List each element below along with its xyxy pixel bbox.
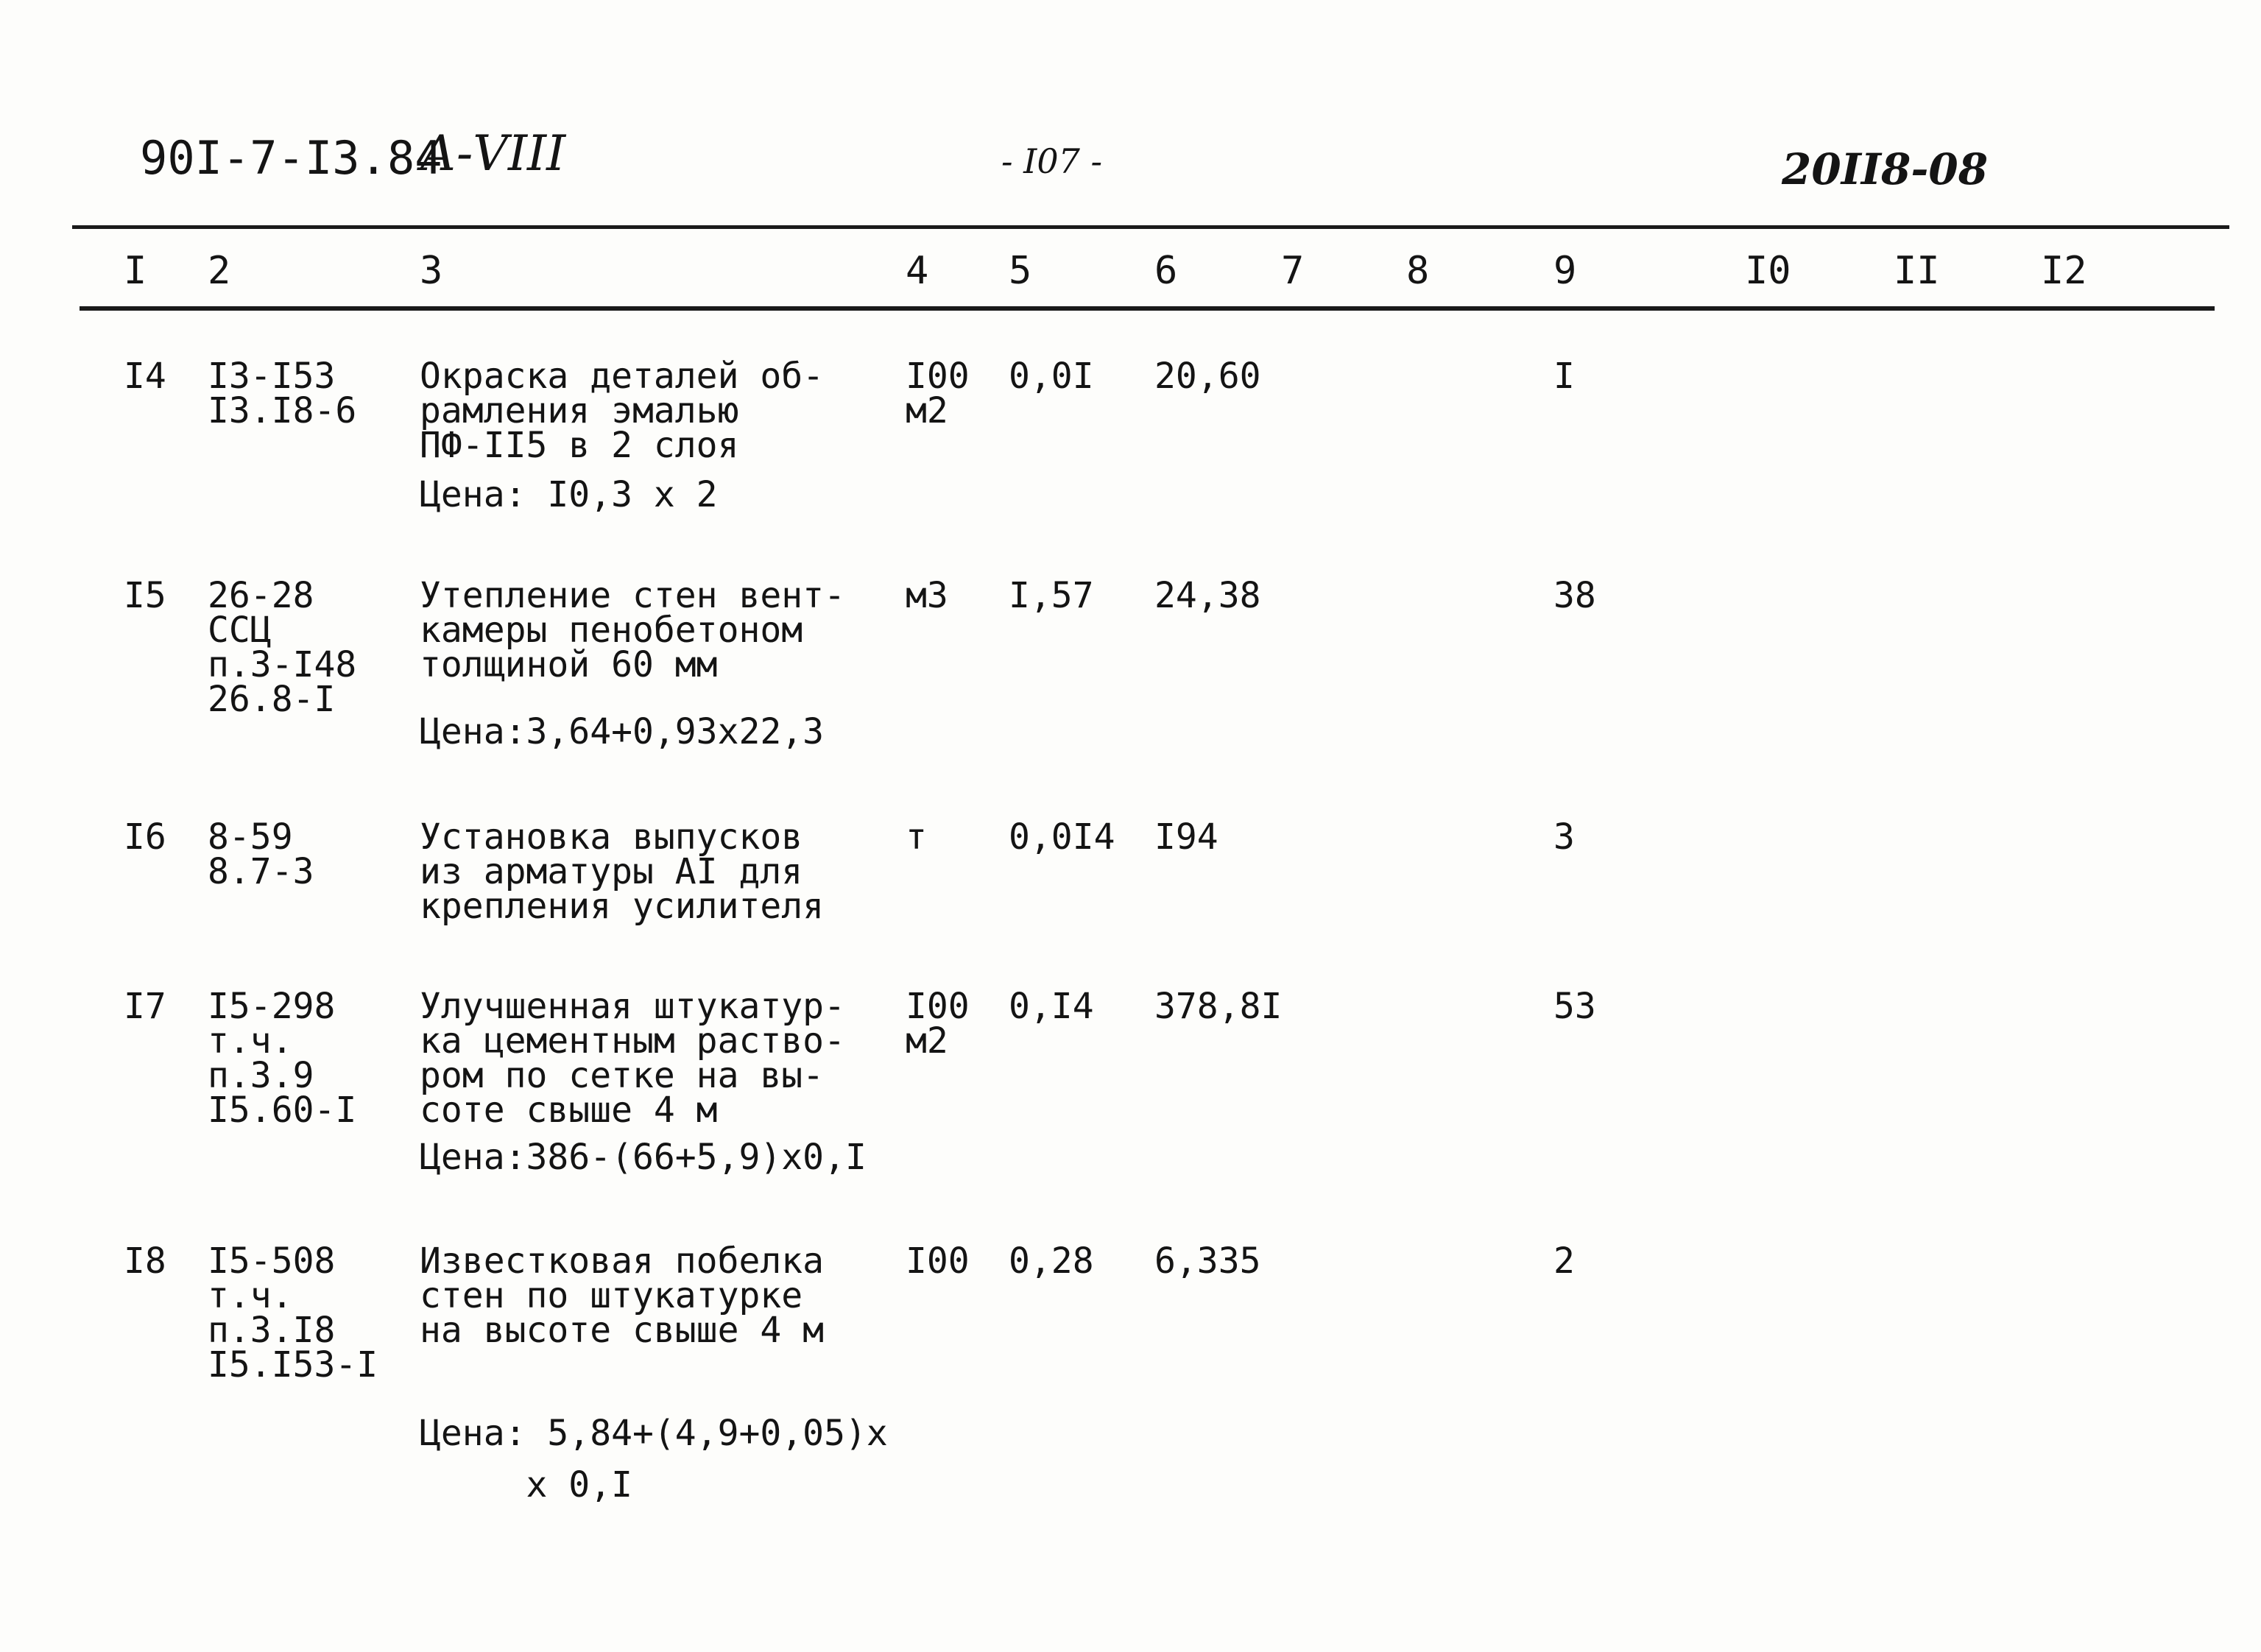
quantity: 0,I4 — [1009, 986, 1094, 1027]
work-description: Известковая побелка стен по штукатурке на высоте свыше 4 м — [420, 1240, 825, 1351]
price-formula: Цена:386-(66+5,9)х0,I — [420, 1137, 867, 1178]
row-number: I6 — [124, 816, 166, 858]
norm-code: 26-28 ССЦ п.3-I48 26.8-I — [208, 575, 357, 720]
quantity: 0,0I — [1009, 356, 1094, 397]
column-number: 3 — [420, 249, 443, 293]
column-header-rule — [80, 306, 2215, 311]
column-number: I0 — [1745, 249, 1791, 293]
price-formula: Цена: I0,3 х 2 — [420, 474, 718, 515]
row-number: I8 — [124, 1240, 166, 1282]
price-formula: Цена:3,64+0,93х22,3 — [420, 711, 825, 752]
column-number: I — [124, 249, 147, 293]
work-description: Окраска деталей об- рамления эмалью ПФ-II5 в 2 слоя — [420, 356, 825, 466]
unit: I00 м2 — [906, 356, 970, 431]
unit: I00 м2 — [906, 986, 970, 1062]
unit: I00 — [906, 1240, 970, 1282]
column-9-value: I — [1553, 356, 1575, 397]
column-number: 8 — [1406, 249, 1430, 293]
quantity: 0,28 — [1009, 1240, 1094, 1282]
unit-price: I94 — [1154, 816, 1218, 858]
page-number: - I07 - — [1001, 141, 1103, 181]
price-formula: Цена: 5,84+(4,9+0,05)х х 0,I — [420, 1413, 888, 1505]
column-number: II — [1894, 249, 1940, 293]
norm-code: I5-298 т.ч. п.3.9 I5.60-I — [208, 986, 357, 1131]
row-number: I5 — [124, 575, 166, 616]
work-description: Улучшенная штукатур- ка цементным раство- ром по сетке на вы- соте свыше 4 м — [420, 986, 845, 1131]
work-description: Установка выпусков из арматуры АI для крепления усилителя — [420, 816, 825, 927]
column-number: 7 — [1281, 249, 1305, 293]
column-9-value: 38 — [1553, 575, 1596, 616]
work-description: Утепление стен вент- камеры пенобетоном толщиной 60 мм — [420, 575, 845, 685]
column-9-value: 53 — [1553, 986, 1596, 1027]
norm-code: I5-508 т.ч. п.3.I8 I5.I53-I — [208, 1240, 378, 1386]
column-number: 4 — [906, 249, 929, 293]
column-number: 6 — [1154, 249, 1178, 293]
column-number: I2 — [2041, 249, 2087, 293]
quantity: 0,0I4 — [1009, 816, 1115, 858]
norm-code: 8-59 8.7-3 — [208, 816, 314, 892]
unit: м3 — [906, 575, 948, 616]
sheet-stamp: 20II8-08 — [1782, 144, 1989, 194]
unit-price: 24,38 — [1154, 575, 1261, 616]
column-9-value: 3 — [1553, 816, 1575, 858]
column-9-value: 2 — [1553, 1240, 1575, 1282]
row-number: I4 — [124, 356, 166, 397]
unit-price: 20,60 — [1154, 356, 1261, 397]
document-code: 90I-7-I3.84 — [140, 131, 442, 185]
quantity: I,57 — [1009, 575, 1094, 616]
row-number: I7 — [124, 986, 166, 1027]
unit-price: 378,8I — [1154, 986, 1283, 1027]
column-number: 9 — [1553, 249, 1577, 293]
column-number: 2 — [208, 249, 231, 293]
unit-price: 6,335 — [1154, 1240, 1261, 1282]
table-top-rule — [72, 225, 2229, 229]
album-number: А-VIII — [420, 125, 566, 182]
norm-code: I3-I53 I3.I8-6 — [208, 356, 357, 431]
unit: т — [906, 816, 927, 858]
column-number: 5 — [1009, 249, 1032, 293]
